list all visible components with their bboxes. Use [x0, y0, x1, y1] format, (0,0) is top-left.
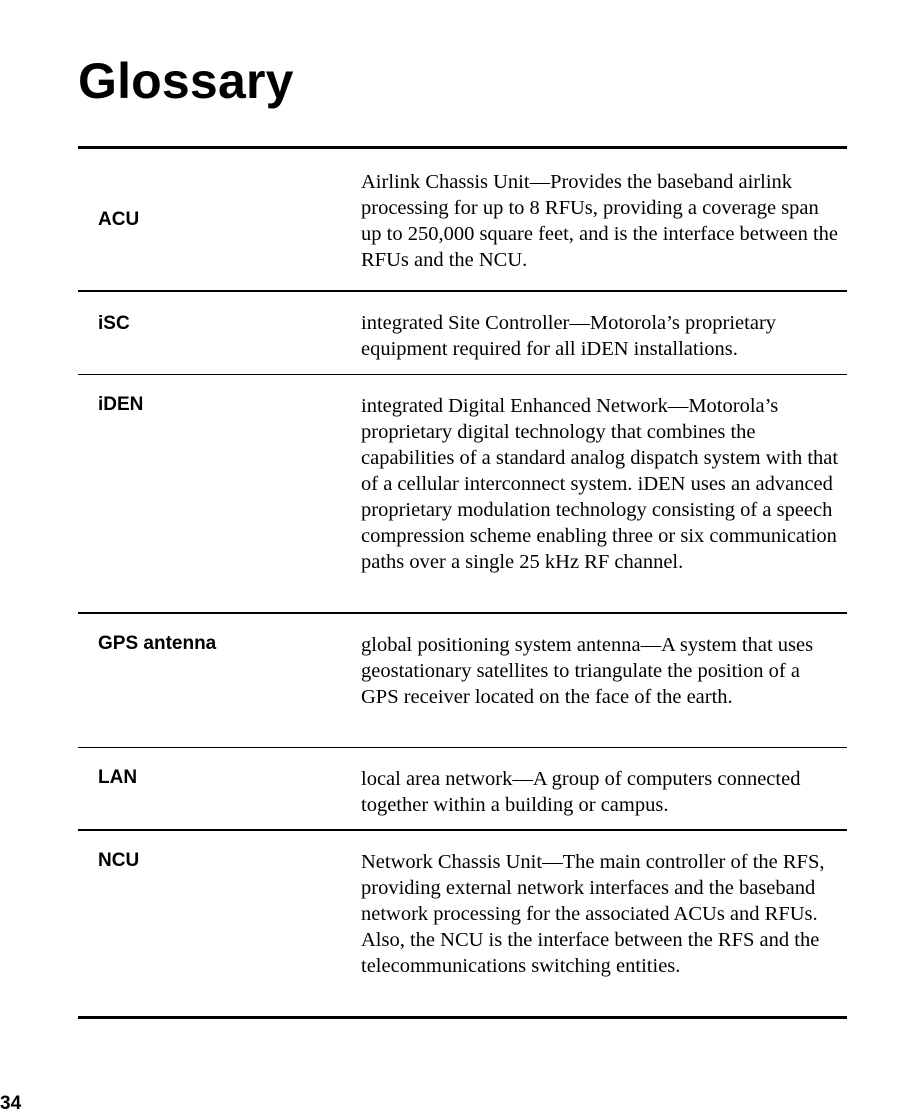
glossary-row-gps-antenna	[78, 612, 847, 747]
glossary-term: iDEN	[98, 394, 144, 415]
glossary-term: NCU	[98, 850, 140, 871]
glossary-row-isc	[78, 290, 847, 374]
glossary-definition: local area network—A group of computers connected together within a building or campus.	[361, 768, 801, 816]
page-title: Glossary	[78, 53, 294, 109]
glossary-row-acu	[78, 149, 847, 290]
glossary-definition: global positioning system antenna—A system that uses geostationary satellites to triangulate the position of a GPS receiver located on the face of the earth.	[361, 634, 814, 708]
page-number: 34	[0, 1093, 22, 1114]
glossary-row-ncu	[78, 829, 847, 1016]
glossary-definition: Network Chassis Unit—The main controller of the RFS, providing external network interfaces and the baseband network processing for the associated ACUs and RFUs. Also, the NCU is the interface between the RFS and the telecommunications switching entities.	[361, 851, 825, 977]
glossary-row-iden	[78, 374, 847, 612]
glossary-term: LAN	[98, 767, 138, 788]
glossary-table	[78, 146, 847, 1019]
glossary-term: GPS antenna	[98, 633, 217, 654]
glossary-term: ACU	[98, 209, 140, 230]
glossary-definition: integrated Digital Enhanced Network—Motorola’s proprietary digital technology that combines the capabilities of a standard analog dispatch system with that of a cellular interconnect system. iDEN uses an advanced proprietary modulation technology consisting of a speech compression scheme enabling three or six communication paths over a single 25 kHz RF channel.	[361, 395, 839, 573]
glossary-term: iSC	[98, 313, 130, 334]
glossary-definition: integrated Site Controller—Motorola’s proprietary equipment required for all iDEN installations.	[361, 312, 777, 360]
glossary-row-lan	[78, 747, 847, 829]
glossary-definition: Airlink Chassis Unit—Provides the baseband airlink processing for up to 8 RFUs, providing a coverage span up to 250,000 square feet, and is the interface between the RFUs and the NCU.	[361, 171, 839, 271]
